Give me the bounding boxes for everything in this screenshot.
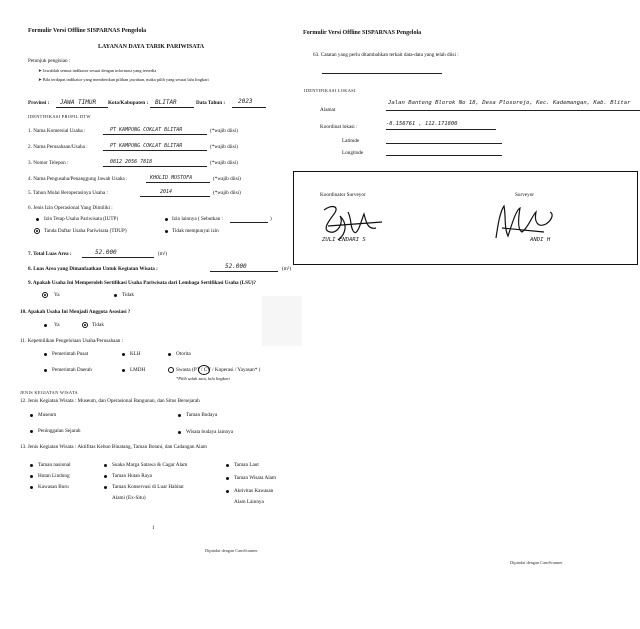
q6-opt1-bullet: [36, 218, 39, 221]
q13-label: 13. Jenis Kegiatan Wisata : Aktifitas Kebun Binatang, Taman Botani, dan Cadangan Alam: [20, 444, 207, 450]
q2-underline: [103, 150, 207, 151]
q6-opt3-selected-circle[interactable]: [34, 228, 40, 234]
kota-kab-underline: [150, 107, 194, 108]
q9-label: 9. Apakah Usaha Ini Memperoleh Sertifikasi Usaha Pariwisata dari Lembaga Sertifikasi Usaha (LSU)?: [28, 280, 257, 286]
surveyor-name: ANDI H: [530, 237, 551, 243]
q12-opt3[interactable]: Peninggalan Sejarah: [38, 428, 81, 434]
q13-c3c-bullet: [226, 490, 229, 493]
q13-c2b-bullet: [104, 475, 107, 478]
q13-c2c[interactable]: Taman Konservasi di Luar Habitat: [112, 484, 184, 490]
surveyor-label: Surveyor: [515, 192, 535, 198]
alamat-value[interactable]: Jalan Banteng Blorok No 18, Desa Plosorejo, Kec. Kademangan, Kab. Blitar: [388, 100, 631, 106]
q11-opt6[interactable]: Swasta (PT / CV / Koperasi / Yayasan* ): [176, 367, 261, 373]
provinsi-value[interactable]: JAWA TIMUR: [60, 99, 97, 106]
q13-c1-1-bullet: [30, 475, 33, 478]
q13-c2a[interactable]: Suaka Marga Satawa & Cagar Alam: [112, 462, 188, 468]
q5-value[interactable]: 2014: [160, 189, 173, 195]
q12-opt4[interactable]: Wisata budaya lainnya: [186, 429, 234, 435]
q8-underline: [210, 271, 278, 272]
q9-tidak-bullet: [114, 294, 117, 297]
q13-c1-1[interactable]: Hutan Lindung: [38, 473, 70, 479]
q9-tidak[interactable]: Tidak: [122, 292, 134, 298]
left-form-title: Formulir Versi Offline SISPARNAS Pengelola: [28, 28, 147, 34]
kota-kab-value[interactable]: BLITAR: [155, 99, 177, 106]
q10-label: 10. Apakah Usaha Ini Menjadi Anggota Asosiasi ?: [20, 309, 131, 315]
q3-underline: [103, 166, 207, 167]
q3-value[interactable]: 0812 2056 7818: [110, 159, 153, 165]
q13-c1-2[interactable]: Kawasan Buru: [38, 484, 69, 490]
scan-smudge: [262, 296, 302, 346]
q11-note: *Pilih salah satu, lalu lingkari: [176, 376, 230, 381]
data-tahun-label: Data Tahun :: [196, 100, 226, 106]
q13-c3b[interactable]: Taman Wisata Alam: [234, 475, 276, 481]
q63-label: 63. Catatan yang perlu ditambahkan terkait data-data yang telah diisi :: [313, 52, 459, 58]
q13-c1-2-bullet: [30, 486, 33, 489]
q12-opt3-bullet: [30, 430, 33, 433]
q13-c1-0-bullet: [30, 464, 33, 467]
q11-opt3[interactable]: Otorita: [176, 351, 191, 357]
page-number: 1: [152, 525, 155, 531]
q5-label: 5. Tahun Mulai Beroperasinya Usaha :: [28, 190, 108, 196]
q2-value[interactable]: PT KAMPUNG COKLAT BLITAR: [110, 143, 183, 149]
q11-opt5-bullet: [122, 369, 125, 372]
kota-kab-label: Kota/Kabupaten :: [108, 100, 149, 106]
q10-ya[interactable]: Ya: [54, 322, 60, 328]
q7-unit: (m²): [158, 251, 168, 257]
latitude-label: Latitude: [342, 138, 360, 144]
q13-c3a[interactable]: Taman Laut: [234, 462, 259, 468]
q4-label: 4. Nama Pengusaha/Penanggung Jawab Usaha :: [28, 176, 128, 182]
form-heading: LAYANAN DAYA TARIK PARIWISATA: [98, 44, 205, 50]
q2-label: 2. Nama Perusahaan/Usaha :: [28, 144, 88, 150]
petunjuk-item-2: ➤ Bila terdapat indikator yang memberikan pilihan jawaban, maka pilih yang sesuai lalu lingkari: [38, 77, 209, 82]
q12-opt4-bullet: [178, 431, 181, 434]
q6-opt2[interactable]: Izin lainnya ( Sebutkan :: [172, 216, 223, 222]
q7-underline: [82, 257, 154, 258]
q13-c1-0[interactable]: Taman nasional: [38, 462, 71, 468]
data-tahun-value[interactable]: 2023: [238, 98, 253, 105]
q9-ya-selected-circle[interactable]: [42, 292, 48, 298]
provinsi-label: Provinsi :: [28, 100, 50, 106]
q9-ya[interactable]: Ya: [54, 292, 60, 298]
petunjuk-item-1: ➤ Jawablah semua indikator sesuai dengan informasi yang tersedia: [38, 68, 157, 73]
q10-tidak-selected-circle[interactable]: [82, 322, 88, 328]
q7-value[interactable]: 52.000: [95, 249, 117, 256]
q13-c3b-bullet: [226, 477, 229, 480]
q6-label: 6. Jenis Izin Operasional Yang Dimiliki :: [28, 205, 113, 211]
q1-value[interactable]: PT KAMPUNG COKLAT BLITAR: [110, 127, 183, 133]
q7-label: 7. Total Luas Area :: [28, 251, 72, 257]
section-lokasi: IDENTIFIKASI LOKASI: [304, 88, 356, 93]
q4-underline: [146, 182, 210, 183]
q13-c2c2: Alami (Ex-Situ): [112, 495, 146, 501]
q11-label: 11. Kepemilikan Pengelolaan Usaha/Perusahaan :: [20, 338, 124, 344]
alamat-line: [386, 110, 640, 111]
left-scanner-mark: Dipindai dengan CamScanner: [205, 548, 258, 553]
q13-c3c[interactable]: Aktivitas Kawasan: [234, 488, 274, 494]
alamat-label: Alamat: [320, 107, 336, 113]
koordinat-value[interactable]: -8.156761 , 112.171800: [386, 121, 458, 127]
q11-opt4[interactable]: Pemerintah Daerah: [52, 367, 92, 373]
q13-c3a-bullet: [226, 464, 229, 467]
longitude-label: Longitude: [342, 150, 364, 156]
q11-opt3-bullet: [168, 353, 171, 356]
q13-c3c2: Alam Lainnya: [234, 499, 264, 505]
right-scanner-mark: Dipindai dengan CamScanner: [510, 560, 563, 565]
section-identifikasi: IDENTIFIKASI PROFIL DTW: [28, 114, 91, 119]
section-jenis: JENIS KEGIATAN WISATA: [20, 390, 78, 395]
q6-opt3[interactable]: Tanda Daftar Usaha Pariwisata (TDUP): [44, 228, 127, 234]
q13-c2b[interactable]: Taman Hutan Raya: [112, 473, 152, 479]
q1-wajib: (*wajib diisi): [210, 128, 238, 134]
q1-label: 1. Nama Komersial Usaha :: [28, 128, 86, 134]
surveyor-signature-icon: [488, 198, 568, 246]
q8-unit: (m²): [282, 266, 292, 272]
latitude-line[interactable]: [386, 143, 502, 144]
q3-wajib: (*wajib diisi): [210, 160, 238, 166]
q12-opt1-bullet: [30, 414, 33, 417]
q4-wajib: (*wajib diisi): [213, 176, 241, 182]
q11-opt5[interactable]: LMDH: [130, 367, 146, 373]
q6-opt2-end: ): [270, 216, 272, 222]
q63-line[interactable]: [322, 73, 442, 74]
q11-opt1-bullet: [44, 353, 47, 356]
q6-opt1[interactable]: Izin Tetap Usaha Pariwisata (IUTP): [44, 216, 119, 222]
koordinator-name: ZULI ENDARI S: [322, 237, 366, 243]
q6-opt2-bullet: [165, 218, 168, 221]
q12-opt2[interactable]: Taman Budaya: [186, 412, 218, 418]
longitude-line[interactable]: [386, 155, 502, 156]
q6-opt2-underline: [230, 222, 268, 223]
q13-c2a-bullet: [104, 464, 107, 467]
q8-value[interactable]: 52.000: [225, 263, 247, 270]
provinsi-underline: [56, 107, 108, 108]
q1-underline: [103, 134, 207, 135]
q13-c2c-bullet: [104, 486, 107, 489]
q12-opt2-bullet: [178, 414, 181, 417]
q10-tidak[interactable]: Tidak: [92, 322, 104, 328]
q11-opt2[interactable]: KLH: [130, 351, 141, 357]
koordinat-line: [386, 129, 496, 130]
q8-label: 8. Luas Area yang Dimanfaatkan Untuk Kegiatan Wisata :: [28, 266, 158, 272]
q4-value[interactable]: KHOLID MUSTOFA: [150, 175, 193, 181]
q11-opt2-bullet: [122, 353, 125, 356]
q5-wajib: (*wajib diisi): [213, 190, 241, 196]
q11-opt1[interactable]: Pemerintah Pusat: [52, 351, 89, 357]
q6-opt4-bullet: [165, 230, 168, 233]
petunjuk-label: Petunjuk pengisian :: [28, 58, 71, 64]
q2-wajib: (*wajib diisi): [210, 144, 238, 150]
right-form-title: Formulir Versi Offline SISPARNAS Pengelola: [303, 30, 422, 36]
q11-opt4-bullet: [44, 369, 47, 372]
koordinator-label: Koordinator Surveyor: [320, 192, 366, 198]
q12-label: 12. Jenis Kegiatan Wisata : Museum, dan Operasional Bangunan, dan Situs Bersejarah: [20, 398, 200, 404]
q5-underline: [140, 196, 210, 197]
q11-opt6-ring[interactable]: [168, 367, 174, 373]
q3-label: 3. Nomor Telepon :: [28, 160, 69, 166]
q10-ya-bullet: [44, 324, 47, 327]
q12-opt1[interactable]: Museum: [38, 412, 57, 418]
q6-opt4[interactable]: Tidak mempunyai izin: [172, 228, 219, 234]
data-tahun-underline: [232, 107, 266, 108]
q11-pt-selected-circle[interactable]: [198, 365, 210, 375]
koordinat-label: Koordinat lokasi :: [320, 124, 358, 130]
